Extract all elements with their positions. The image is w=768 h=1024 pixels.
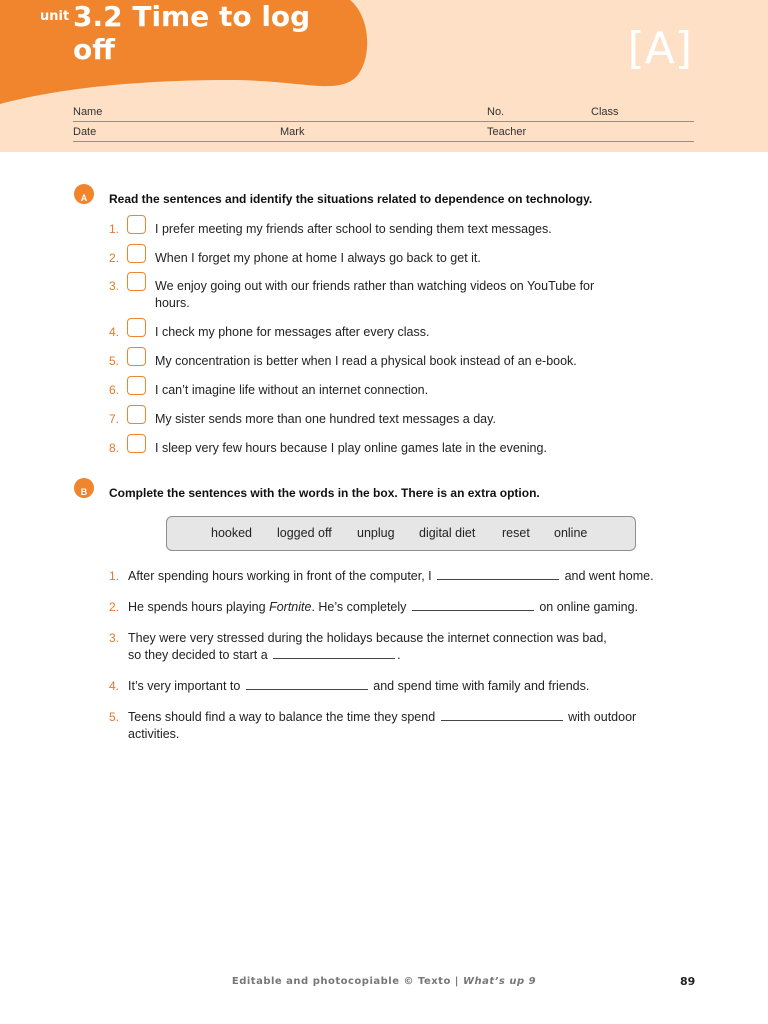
checkbox[interactable] — [127, 405, 146, 424]
list-item — [109, 353, 669, 373]
student-info-row-1 — [73, 102, 694, 122]
checkbox[interactable] — [127, 376, 146, 395]
unit-label: unit — [40, 9, 70, 24]
list-item — [109, 709, 709, 745]
item-text: My concentration is better when I read a physical book instead of an e-book. — [155, 354, 577, 368]
answer-blank[interactable] — [441, 709, 563, 721]
item-number: 8. — [109, 441, 120, 455]
section-a-instruction: Read the sentences and identify the situations related to dependence on technology. — [109, 192, 593, 206]
item-text: . — [397, 648, 401, 662]
item-text: We enjoy going out with our friends rather than watching videos on YouTube for — [155, 279, 595, 293]
item-number: 5. — [109, 354, 120, 368]
item-number: 1. — [109, 569, 120, 583]
item-text: It’s very important to — [128, 679, 244, 693]
word-option: online — [554, 526, 588, 540]
item-text-continued: hours. — [155, 296, 190, 310]
item-text-continued: activities. — [128, 727, 180, 741]
footer-copyright — [0, 976, 768, 987]
page-title: 3.2 Time to log off — [73, 0, 311, 66]
item-text: I check my phone for messages after every class. — [155, 325, 430, 339]
checkbox[interactable] — [127, 318, 146, 337]
item-number: 1. — [109, 222, 120, 236]
item-text: so they decided to start a — [128, 648, 272, 662]
item-number: 4. — [109, 679, 120, 693]
item-text: and went home. — [561, 569, 654, 583]
list-item — [109, 630, 709, 666]
item-text: I can’t imagine life without an internet connection. — [155, 383, 429, 397]
page-number: 89 — [680, 975, 696, 988]
item-text: Teens should find a way to balance the time they spend — [128, 710, 439, 724]
section-b-badge: B — [74, 478, 94, 498]
list-item — [109, 250, 669, 270]
item-text: After spending hours working in front of the computer, I — [128, 569, 436, 583]
item-text: with outdoor — [564, 710, 637, 724]
checkbox[interactable] — [127, 347, 146, 366]
item-text: My sister sends more than one hundred text messages a day. — [155, 412, 496, 426]
item-text: When I forget my phone at home I always go back to get it. — [155, 251, 481, 265]
item-number: 3. — [109, 631, 120, 645]
word-option: hooked — [211, 526, 253, 540]
list-item — [109, 440, 669, 460]
list-item — [109, 678, 709, 698]
word-option: unplug — [357, 526, 395, 540]
word-option: logged off — [277, 526, 332, 540]
book-title: What’s up 9 — [462, 976, 537, 987]
class-field-label: Class — [591, 106, 619, 118]
number-field-label: No. — [487, 106, 505, 118]
list-item — [109, 599, 709, 619]
item-number: 3. — [109, 279, 120, 293]
item-number: 5. — [109, 710, 120, 724]
checkbox[interactable] — [127, 215, 146, 234]
list-item — [109, 278, 669, 314]
item-text: I prefer meeting my friends after school to sending them text messages. — [155, 222, 552, 236]
item-number: 2. — [109, 251, 120, 265]
section-b-instruction: Complete the sentences with the words in the box. There is an extra option. — [109, 486, 540, 500]
item-number: 2. — [109, 600, 120, 614]
copyright-text: Editable and photocopiable © Texto | — [231, 976, 463, 987]
list-item — [109, 568, 709, 588]
checkbox[interactable] — [127, 244, 146, 263]
teacher-field-label: Teacher — [487, 126, 527, 138]
item-text: and spend time with family and friends. — [369, 679, 590, 693]
word-box — [166, 516, 636, 551]
item-text: They were very stressed during the holidays because the internet connection was bad, — [128, 631, 607, 645]
answer-blank[interactable] — [246, 678, 368, 690]
list-item — [109, 324, 669, 344]
answer-blank[interactable] — [412, 599, 534, 611]
checkbox[interactable] — [127, 434, 146, 453]
game-title: Fortnite — [269, 600, 312, 614]
answer-blank[interactable] — [273, 647, 395, 659]
version-label: [A] — [627, 23, 692, 74]
name-field-label: Name — [73, 106, 103, 118]
item-text: . He’s completely — [311, 600, 410, 614]
list-item — [109, 411, 669, 431]
section-a-badge: A — [74, 184, 94, 204]
student-info-row-2 — [73, 122, 694, 142]
item-text: He spends hours playing — [128, 600, 270, 614]
item-text: I sleep very few hours because I play online games late in the evening. — [155, 441, 547, 455]
item-number: 6. — [109, 383, 120, 397]
item-number: 7. — [109, 412, 120, 426]
answer-blank[interactable] — [437, 568, 559, 580]
checkbox[interactable] — [127, 272, 146, 291]
mark-field-label: Mark — [280, 126, 305, 138]
date-field-label: Date — [73, 126, 97, 138]
list-item — [109, 221, 669, 241]
word-option: digital diet — [419, 526, 476, 540]
item-text: on online gaming. — [535, 600, 639, 614]
item-number: 4. — [109, 325, 120, 339]
word-option: reset — [502, 526, 530, 540]
list-item — [109, 382, 669, 402]
